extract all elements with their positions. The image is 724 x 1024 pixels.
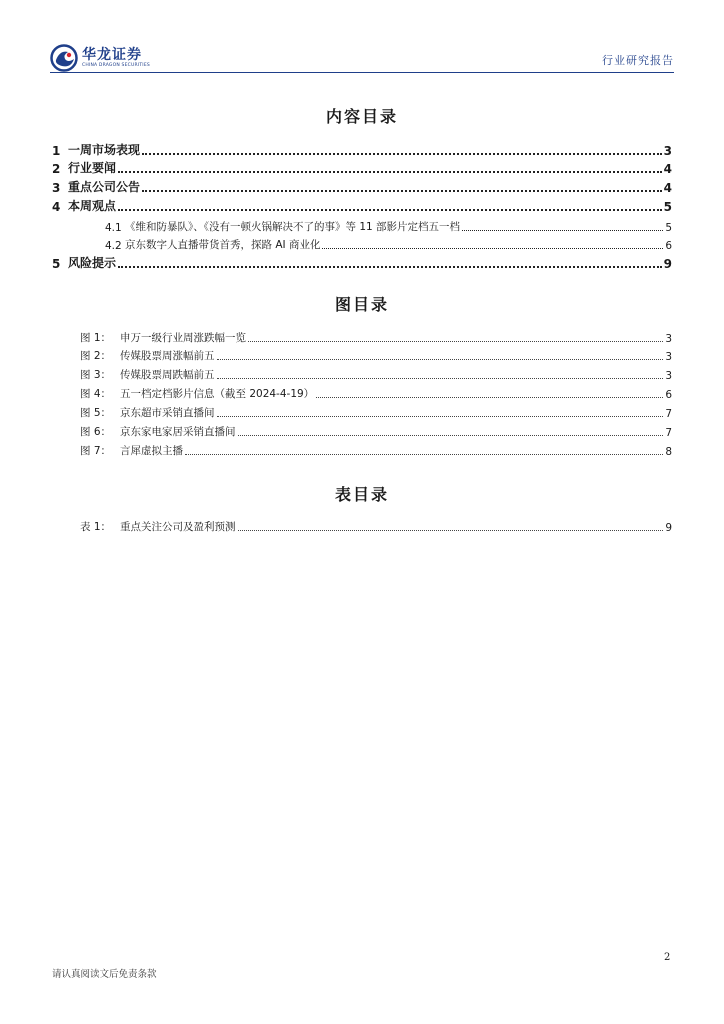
dot-leader bbox=[142, 153, 662, 155]
toc-entry-number: 2 bbox=[52, 162, 61, 176]
toc-entry-label: 行业要闻 bbox=[68, 161, 117, 175]
figure-entry-number: 图 5： bbox=[80, 407, 112, 419]
toc-entry[interactable] bbox=[52, 179, 672, 195]
dot-leader bbox=[238, 435, 664, 436]
dot-leader bbox=[217, 359, 664, 360]
table-entry-label: 重点关注公司及盈利预测 bbox=[120, 521, 236, 533]
figure-entry-page: 3 bbox=[665, 370, 672, 382]
toc-entry[interactable] bbox=[52, 160, 672, 176]
toc-entry-label: 风险提示 bbox=[68, 256, 117, 270]
toc-subentry[interactable] bbox=[105, 218, 672, 234]
dot-leader bbox=[142, 190, 662, 192]
table-list-title: 表目录 bbox=[334, 485, 389, 504]
toc-entry-number: 5 bbox=[52, 257, 61, 271]
report-type-label: 行业研究报告 bbox=[602, 54, 674, 67]
toc-entry-label: 《维和防暴队》、《没有一顿火锅解决不了的事》等 11 部影片定档五一档 bbox=[125, 221, 461, 233]
toc-entry-number: 4.2 bbox=[105, 240, 122, 252]
toc-entry-page: 9 bbox=[663, 257, 672, 271]
figure-entry-page: 7 bbox=[665, 427, 672, 439]
toc-entry-label: 重点公司公告 bbox=[68, 180, 141, 194]
page-header bbox=[50, 44, 674, 72]
figure-entry-page: 6 bbox=[665, 389, 672, 401]
toc-entry-page: 4 bbox=[663, 162, 672, 176]
figure-entry-label: 京东家电家居采销直播间 bbox=[120, 426, 236, 438]
dot-leader bbox=[118, 171, 662, 173]
toc-entry-page: 4 bbox=[663, 181, 672, 195]
figure-entry-number: 图 2： bbox=[80, 350, 112, 362]
page-number: 2 bbox=[664, 952, 671, 963]
toc-entry[interactable] bbox=[52, 198, 672, 214]
toc-entry-page: 5 bbox=[663, 200, 672, 214]
figure-entry[interactable] bbox=[80, 423, 672, 439]
toc-entry-page: 6 bbox=[665, 240, 672, 252]
dot-leader bbox=[316, 397, 663, 398]
disclaimer-note: 请认真阅读文后免责条款 bbox=[52, 969, 157, 980]
toc-entry-number: 3 bbox=[52, 181, 61, 195]
brand-name-en: CHINA DRAGON SECURITIES bbox=[82, 63, 150, 68]
figure-entry-number: 图 7： bbox=[80, 445, 112, 457]
toc-entry-page: 3 bbox=[663, 144, 672, 158]
toc-entry-label: 本周观点 bbox=[68, 199, 117, 213]
figure-entry-label: 传媒股票周跌幅前五 bbox=[120, 369, 215, 381]
toc-subentry[interactable] bbox=[105, 236, 672, 252]
dragon-logo-icon bbox=[50, 44, 78, 72]
toc-entry-number: 1 bbox=[52, 144, 61, 158]
brand-logo bbox=[50, 44, 150, 72]
dot-leader bbox=[322, 248, 663, 249]
toc-entry-page: 5 bbox=[665, 222, 672, 234]
table-entry-number: 表 1： bbox=[80, 521, 112, 533]
figure-entry-label: 五一档定档影片信息（截至 2024-4-19） bbox=[120, 388, 315, 400]
table-entry[interactable] bbox=[80, 518, 672, 534]
figure-entry-label: 传媒股票周涨幅前五 bbox=[120, 350, 215, 362]
figure-entry-page: 7 bbox=[665, 408, 672, 420]
dot-leader bbox=[217, 378, 664, 379]
toc-entry[interactable] bbox=[52, 142, 672, 158]
figure-entry[interactable] bbox=[80, 404, 672, 420]
figure-entry-label: 申万一级行业周涨跌幅一览 bbox=[120, 332, 246, 344]
dot-leader bbox=[238, 530, 664, 531]
figure-entry[interactable] bbox=[80, 366, 672, 382]
toc-entry-label: 京东数字人直播带货首秀，探路 AI 商业化 bbox=[125, 239, 321, 251]
figure-entry-label: 言犀虚拟主播 bbox=[120, 445, 183, 457]
figure-entry[interactable] bbox=[80, 329, 672, 345]
figure-entry[interactable] bbox=[80, 347, 672, 363]
dot-leader bbox=[462, 230, 663, 231]
figure-entry-page: 3 bbox=[665, 333, 672, 345]
figure-list-title: 图目录 bbox=[334, 295, 389, 314]
figure-entry-page: 3 bbox=[665, 351, 672, 363]
dot-leader bbox=[118, 266, 662, 268]
toc-entry-number: 4.1 bbox=[105, 222, 122, 234]
dot-leader bbox=[248, 341, 663, 342]
header-divider bbox=[50, 72, 674, 73]
toc-entry[interactable] bbox=[52, 255, 672, 271]
dot-leader bbox=[217, 416, 664, 417]
table-entry-page: 9 bbox=[665, 522, 672, 534]
figure-entry-number: 图 6： bbox=[80, 426, 112, 438]
figure-entry-page: 8 bbox=[665, 446, 672, 458]
figure-entry-label: 京东超市采销直播间 bbox=[120, 407, 215, 419]
figure-entry-number: 图 1： bbox=[80, 332, 112, 344]
dot-leader bbox=[118, 209, 662, 211]
toc-entry-label: 一周市场表现 bbox=[68, 143, 141, 157]
brand-name-cn: 华龙证券 bbox=[82, 47, 142, 63]
figure-entry-number: 图 4： bbox=[80, 388, 112, 400]
toc-title: 内容目录 bbox=[325, 107, 398, 126]
figure-entry[interactable] bbox=[80, 385, 672, 401]
figure-entry[interactable] bbox=[80, 442, 672, 458]
toc-entry-number: 4 bbox=[52, 200, 61, 214]
figure-entry-number: 图 3： bbox=[80, 369, 112, 381]
dot-leader bbox=[185, 454, 663, 455]
